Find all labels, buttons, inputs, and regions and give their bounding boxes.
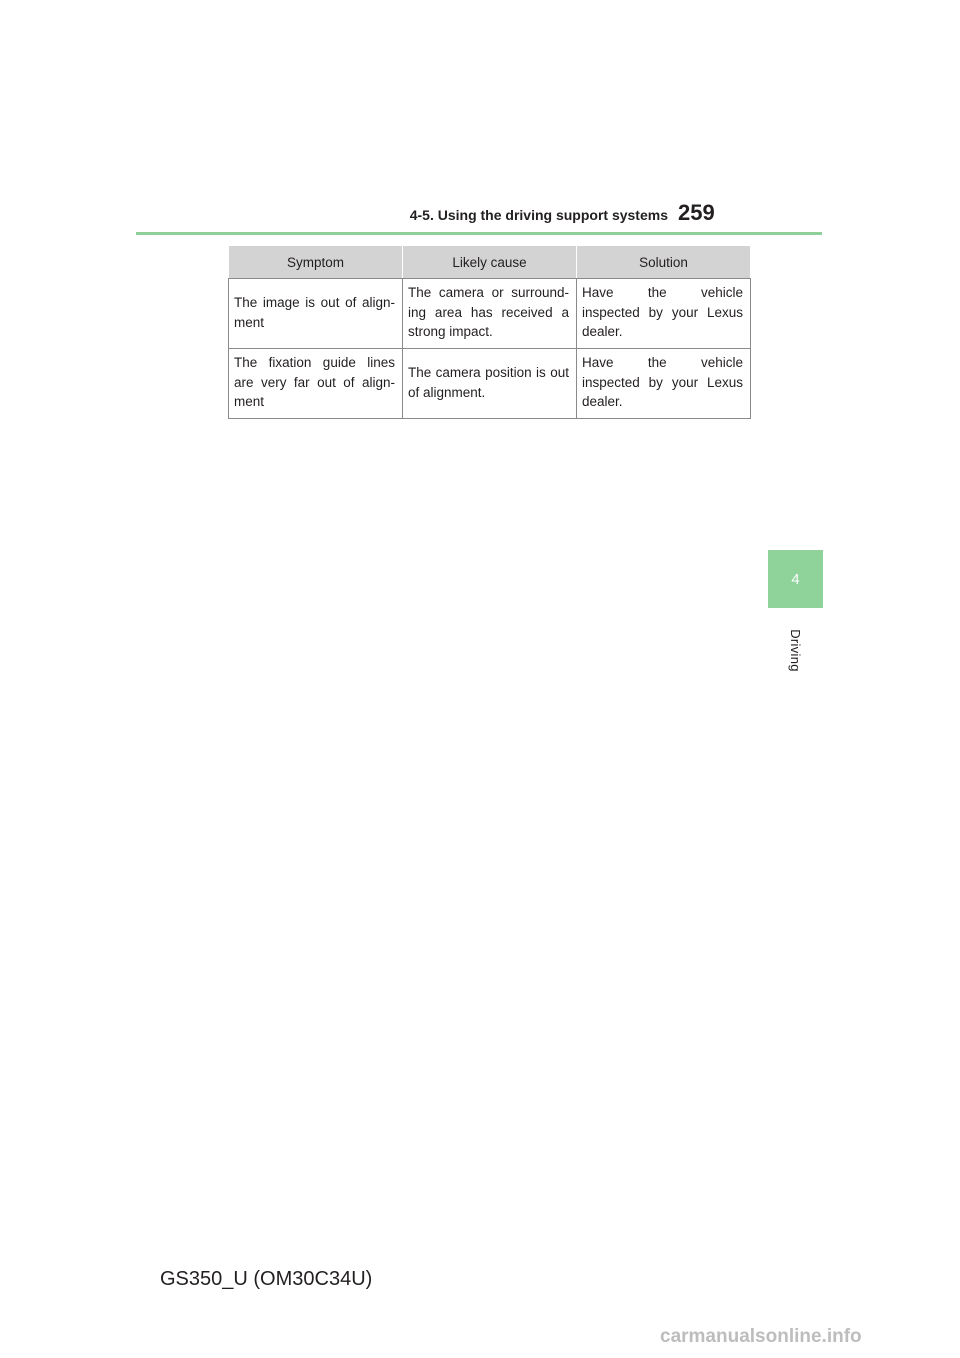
page-number: 259: [678, 200, 715, 225]
symptom-cell: The fixation guide lines are very far out of align-ment: [229, 349, 403, 419]
table-row: [229, 279, 751, 349]
header-divider: [136, 232, 822, 235]
section-title: 4-5. Using the driving support systems: [409, 207, 668, 223]
cause-cell: The camera position is out of alignment.: [403, 349, 577, 419]
cause-cell: The camera or surround-ing area has received a strong impact.: [403, 279, 577, 349]
table-row: [229, 349, 751, 419]
column-header-likely-cause: Likely cause: [403, 246, 577, 279]
chapter-tab: [768, 550, 823, 608]
troubleshooting-table: [228, 245, 751, 419]
chapter-label: Driving: [788, 628, 803, 672]
watermark: carmanualsonline.info: [660, 1326, 862, 1347]
chapter-label-container: [768, 620, 823, 680]
column-header-solution: Solution: [577, 246, 751, 279]
solution-cell: Have the vehicle inspected by your Lexus dealer.: [577, 349, 751, 419]
chapter-number: 4: [791, 570, 800, 588]
column-header-symptom: Symptom: [229, 246, 403, 279]
table-header-row: [229, 246, 751, 279]
symptom-cell: The image is out of align-ment: [229, 279, 403, 349]
solution-cell: Have the vehicle inspected by your Lexus dealer.: [577, 279, 751, 349]
model-code: GS350_U (OM30C34U): [160, 1268, 373, 1290]
